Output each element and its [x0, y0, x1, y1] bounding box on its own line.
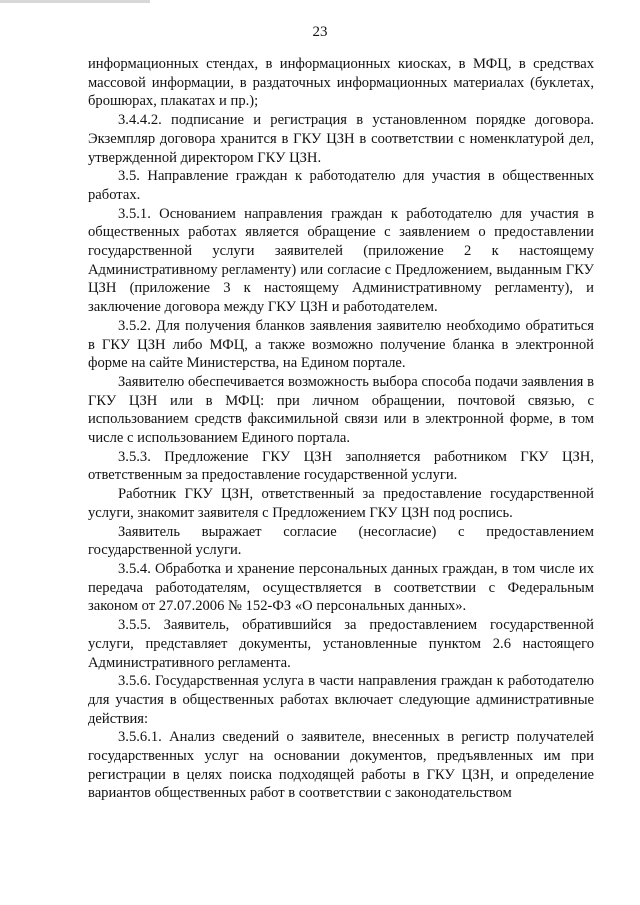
paragraph-continuation: информационных стендах, в информационных киосках, в МФЦ, в средствах массовой информации, в раздаточных информационных материалах (буклетах, брошюрах, плакатах и пр.);: [88, 56, 594, 110]
paragraph-applicant-consent: Заявитель выражает согласие (несогласие) с предоставлением государственной услуги.: [88, 523, 594, 559]
paragraph-worker-acquaints: Работник ГКУ ЦЗН, ответственный за предоставление государственной услуги, знакомит заявителя с Предложением ГКУ ЦЗН под роспись.: [88, 486, 594, 521]
paragraph-3-5-1: 3.5.1. Основанием направления граждан к работодателю для участия в общественных работах является обращение с заявлением о предоставлении государственной услуги заявителей (приложение 2 к настоящему Административному регламенту) или согласие с Предложением, выданным ГКУ ЦЗН (приложение 3 к настоящему Административному регламенту), и заключение договора между ГКУ ЦЗН и работодателем.: [88, 205, 594, 316]
paragraph-3-4-4-2: 3.4.4.2. подписание и регистрация в установленном порядке договора. Экземпляр договора хранится в ГКУ ЦЗН в соответствии с номенклатурой дел, утвержденной директором ГКУ ЦЗН.: [88, 112, 594, 166]
paragraph-3-5-5: 3.5.5. Заявитель, обратившийся за предоставлением государственной услуги, представляет документы, установленные пунктом 2.6 настоящего Административного регламента.: [88, 617, 594, 671]
paragraph-3-5-4: 3.5.4. Обработка и хранение персональных данных граждан, в том числе их передача работодателям, осуществляется в соответствии с Федеральным законом от 27.07.2006 № 152-ФЗ «О персональных данных».: [88, 560, 594, 615]
page-number: 23: [312, 24, 328, 40]
paragraph-3-5-6-1: 3.5.6.1. Анализ сведений о заявителе, внесенных в регистр получателей государственных услуг на основании документов, предъявленных им при регистрации в целях поиска подходящей работы в ГКУ ЦЗН, и определение вариантов общественных работ в соответствии с законодательством: [88, 729, 594, 802]
paragraph-submission-methods: Заявителю обеспечивается возможность выбора способа подачи заявления в ГКУ ЦЗН или в МФЦ: при личном обращении, почтовой связью, с использованием средств факсимильной связи или в электронной форме, в том числе с использованием Единого портала.: [88, 373, 594, 447]
paragraph-3-5: 3.5. Направление граждан к работодателю для участия в общественных работах.: [88, 168, 594, 203]
document-body: [88, 55, 594, 803]
scan-edge-mark: [0, 0, 150, 3]
paragraph-3-5-2: 3.5.2. Для получения бланков заявления заявителю необходимо обратиться в ГКУ ЦЗН либо МФЦ, а также возможно получение бланка в электронной форме на сайте Министерства, на Едином портале.: [88, 317, 594, 372]
paragraph-3-5-6: 3.5.6. Государственная услуга в части направления граждан к работодателю для участия в общественных работах включает следующие административные действия:: [88, 673, 594, 727]
paragraph-3-5-3: 3.5.3. Предложение ГКУ ЦЗН заполняется работником ГКУ ЦЗН, ответственным за предоставление государственной услуги.: [88, 448, 594, 484]
